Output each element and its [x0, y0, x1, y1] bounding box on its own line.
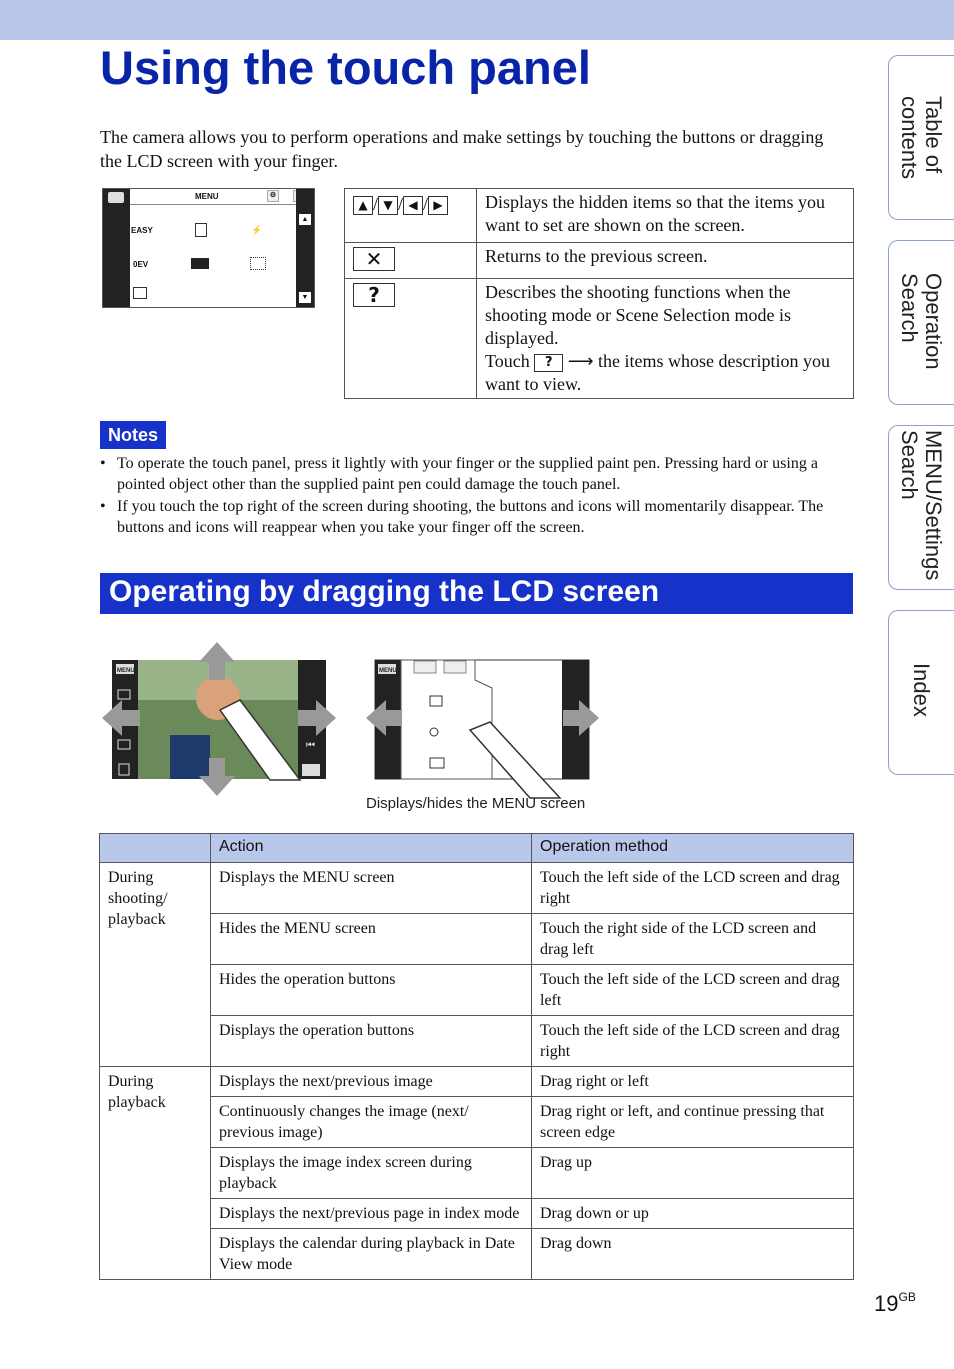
list-item: • If you touch the top right of the screen during shooting, the buttons and icons will momentarily disappear. The buttons and icons will reappear when you take your finger off the screen.: [100, 496, 840, 538]
grid-icon: [133, 287, 147, 299]
iscn-icon: [191, 258, 209, 269]
tab-operation-search[interactable]: [888, 240, 954, 405]
menu-drag-screen-illustration: [366, 660, 599, 798]
down-arrow-icon: ▼: [378, 196, 398, 215]
table-row: [100, 914, 854, 965]
menu-bar-label: MENU: [195, 192, 219, 201]
playback-screen-illustration: [102, 642, 336, 796]
up-arrow-icon: ▲: [353, 196, 373, 215]
table-row: [100, 1067, 854, 1097]
first-image-icon: ⏮: [306, 740, 315, 751]
settings-icon: ⚙: [267, 190, 279, 202]
method-cell: Touch the left side of the LCD screen and drag right: [532, 1016, 854, 1067]
drag-illustration: [100, 640, 620, 800]
action-cell: Continuously changes the image (next/ previous image): [211, 1097, 532, 1148]
action-cell: Displays the next/previous image: [211, 1067, 532, 1097]
page-title: Using the touch panel: [100, 41, 591, 94]
intro-paragraph: The camera allows you to perform operations and make settings by touching the buttons or dragging the LCD screen with your finger.: [100, 127, 824, 171]
group-label: During playback: [100, 1067, 211, 1280]
tab-operation-search-label: Operation Search: [897, 273, 946, 370]
table-row: [100, 1148, 854, 1199]
help-icon: ?: [353, 283, 395, 307]
iso-icon: [195, 223, 207, 237]
method-cell: Touch the left side of the LCD screen and drag left: [532, 965, 854, 1016]
table-row: [345, 243, 854, 279]
left-arrow-icon: ◀: [403, 196, 423, 215]
illustration-caption: Displays/hides the MENU screen: [366, 795, 586, 812]
method-cell: Drag right or left, and continue pressing that screen edge: [532, 1097, 854, 1148]
face-auto-icon: [250, 257, 266, 270]
menu-item-easy: EASY: [131, 226, 153, 235]
close-icon: [444, 661, 466, 673]
column-header-group: [100, 834, 211, 863]
action-cell: Hides the MENU screen: [211, 914, 532, 965]
tab-table-of-contents[interactable]: [888, 55, 954, 220]
right-arrow-icon: ▶: [428, 196, 448, 215]
menu-left-strip: [103, 189, 130, 307]
method-cell: Touch the left side of the LCD screen and drag right: [532, 863, 854, 914]
column-header-action: Action: [211, 834, 532, 863]
close-key-cell: [345, 243, 477, 279]
notes-label: Notes: [100, 421, 166, 449]
scroll-down-icon: ▼: [299, 292, 311, 303]
scroll-up-icon: ▲: [299, 214, 311, 225]
column-header-method: Operation method: [532, 834, 854, 863]
method-cell: Drag up: [532, 1148, 854, 1199]
method-cell: Drag down or up: [532, 1199, 854, 1229]
action-cell: Displays the image index screen during playback: [211, 1148, 532, 1199]
camera-mode-icon: [108, 192, 124, 203]
method-cell: Drag right or left: [532, 1067, 854, 1097]
operations-table: [99, 833, 854, 1280]
arrow-keys-description: Displays the hidden items so that the items you want to set are shown on the screen.: [477, 189, 854, 243]
tab-index-label: Index: [909, 663, 934, 717]
menu-scroll-strip: [296, 189, 314, 307]
page-number-value: 19: [874, 1291, 899, 1316]
help-icon-inline: ?: [534, 354, 563, 372]
arrow-right-icon: ⟶: [567, 351, 594, 371]
arrow-keys-cell: ▲ / ▼ / ◀ / ▶: [345, 189, 477, 243]
table-row: [100, 1229, 854, 1280]
close-key-description: Returns to the previous screen.: [477, 243, 854, 279]
method-cell: Drag down: [532, 1229, 854, 1280]
menu-item-ev: 0EV: [133, 260, 149, 269]
action-cell: Hides the operation buttons: [211, 965, 532, 1016]
table-row: [100, 1016, 854, 1067]
table-row: [345, 189, 854, 243]
action-cell: Displays the calendar during playback in Date View mode: [211, 1229, 532, 1280]
settings-icon: [414, 661, 436, 673]
menu-screen-illustration: [102, 188, 315, 308]
tab-index[interactable]: [888, 610, 954, 775]
page-number: [874, 1290, 916, 1317]
close-icon: ✕: [353, 247, 395, 271]
table-row: [100, 863, 854, 914]
table-row: [100, 1097, 854, 1148]
section-heading: Operating by dragging the LCD screen: [100, 573, 853, 614]
camera-icon: [302, 764, 320, 776]
tab-menu-settings-search[interactable]: [888, 425, 954, 590]
right-menu-label: MENU: [379, 668, 397, 674]
touch-rest-text: the items whose description you want to view.: [485, 351, 831, 394]
table-row: [100, 965, 854, 1016]
method-cell: Touch the right side of the LCD screen and drag left: [532, 914, 854, 965]
table-row: [345, 279, 854, 399]
page-number-suffix: GB: [898, 1290, 916, 1304]
notes-list: [100, 453, 840, 539]
action-cell: Displays the MENU screen: [211, 863, 532, 914]
left-menu-label: MENU: [117, 668, 135, 674]
help-key-cell: [345, 279, 477, 399]
table-header-row: [100, 834, 854, 863]
tab-menu-settings-search-label: MENU/Settings Search: [897, 430, 946, 581]
tab-table-of-contents-label: Table of contents: [897, 96, 946, 180]
header-band: [0, 0, 954, 40]
menu-bar: [130, 189, 296, 205]
flash-auto-icon: ⚡: [251, 225, 263, 235]
group-label: During shooting/ playback: [100, 863, 211, 1067]
touch-word: Touch: [485, 351, 530, 371]
icon-table: [344, 188, 854, 399]
action-cell: Displays the operation buttons: [211, 1016, 532, 1067]
help-key-description: [477, 279, 854, 399]
action-cell: Displays the next/previous page in index mode: [211, 1199, 532, 1229]
list-item: • To operate the touch panel, press it lightly with your finger or the supplied paint pen. Pressing hard or using a pointed object other than the supplied paint pen could damage the touch panel.: [100, 453, 840, 495]
help-description-text: Describes the shooting functions when the shooting mode or Scene Selection mode is displayed.: [485, 282, 791, 348]
table-row: [100, 1199, 854, 1229]
